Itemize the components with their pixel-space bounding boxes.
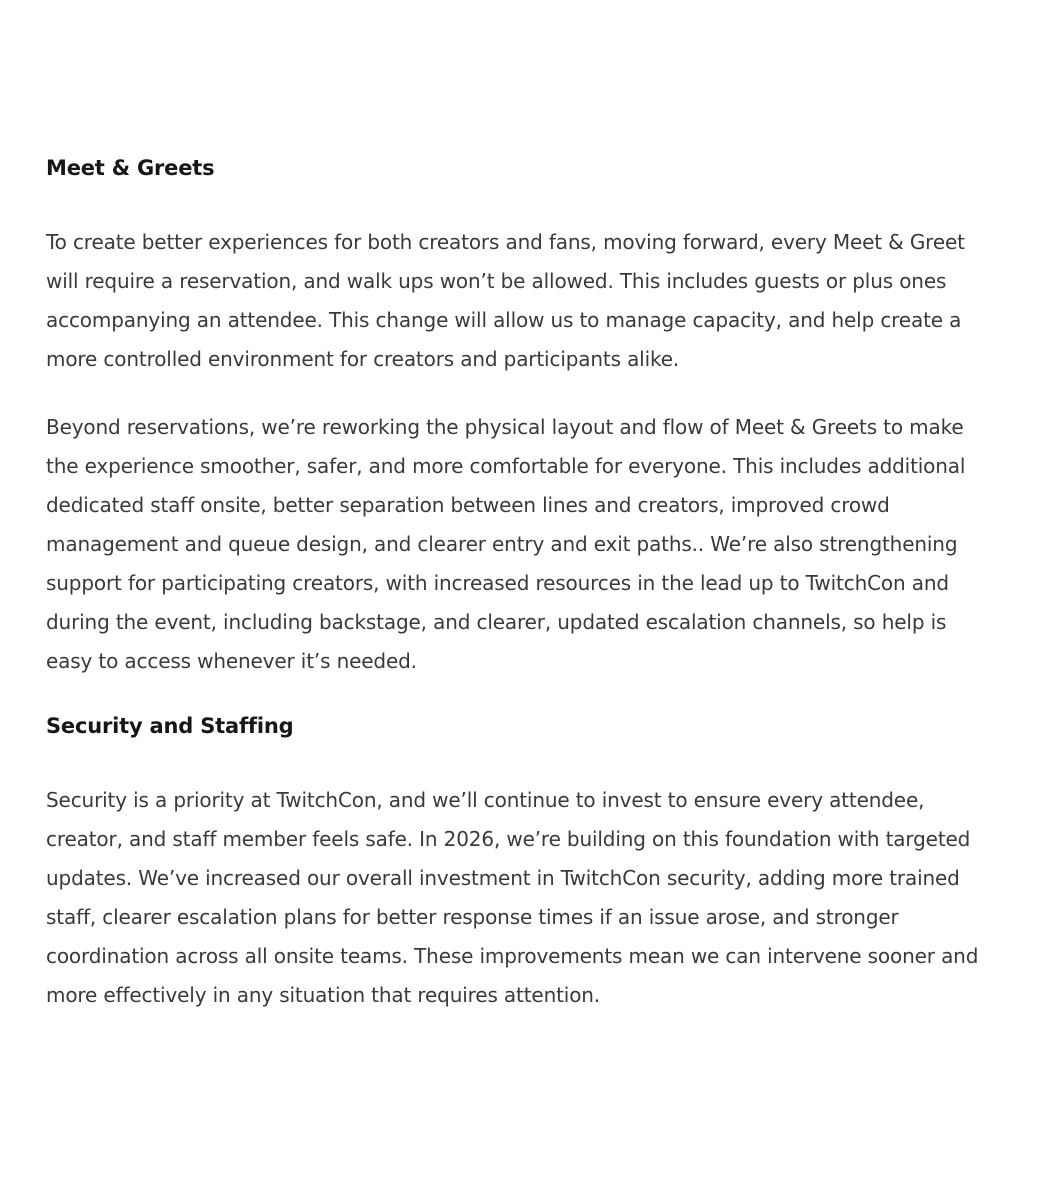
- paragraph-reservations: To create better experiences for both creators and fans, moving forward, every Meet & Greet will require a reservation, and walk ups won’t be allowed. This includes guests or plus ones accompanying an attendee. This change will allow us to manage capacity, and help create a more controlled environment for creators and participants alike.: [46, 230, 965, 371]
- section-heading-security-staffing: Security and Staffing: [46, 714, 294, 738]
- paragraph-security: Security is a priority at TwitchCon, and we’ll continue to invest to ensure every attendee, creator, and staff member feels safe. In 2026, we’re building on this foundation with targeted updates. We’ve increased our overall investment in TwitchCon security, adding more trained staff, clearer escalation plans for better response times if an issue arose, and stronger coordination across all onsite teams. These improvements mean we can intervene sooner and more effectively in any situation that requires attention.: [46, 788, 979, 1007]
- paragraph-layout-flow: Beyond reservations, we’re reworking the physical layout and flow of Meet & Greets to make the experience smoother, safer, and more comfortable for everyone. This includes additional dedicated staff onsite, better separation between lines and creators, improved crowd management and queue design, and clearer entry and exit paths.. We’re also strengthening support for participating creators, with increased resources in the lead up to TwitchCon and during the event, including backstage, and clearer, updated escalation channels, so help is easy to access whenever it’s needed.: [46, 415, 966, 673]
- section-heading-meet-greets: Meet & Greets: [46, 156, 215, 180]
- article-body: [46, 153, 986, 1015]
